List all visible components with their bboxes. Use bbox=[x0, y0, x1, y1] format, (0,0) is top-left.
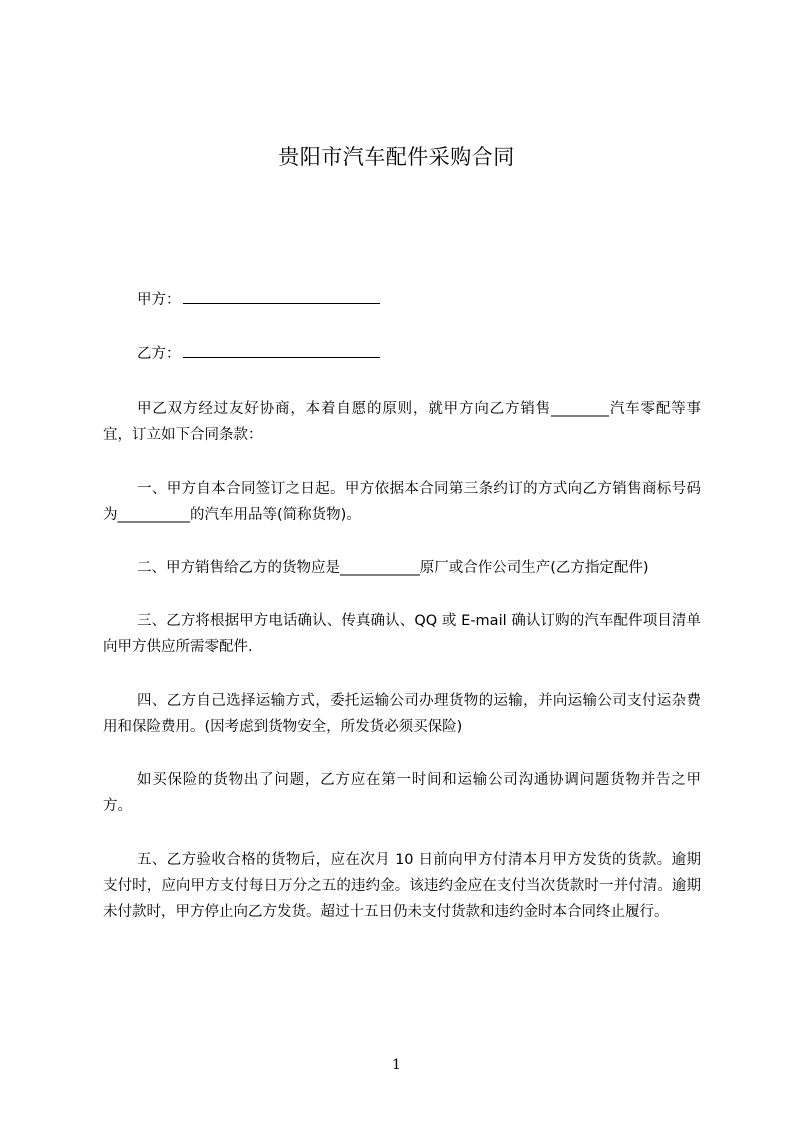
clause-2: 二、甲方销售给乙方的货物应是___________原厂或合作公司生产(乙方指定配件) bbox=[137, 560, 649, 576]
party-a-label: 甲方： bbox=[137, 292, 181, 308]
party-b-blank bbox=[183, 343, 380, 358]
clause-4-note: 如买保险的货物出了问题，乙方应在第一时间和运输公司沟通协调问题货物并告之甲方。 bbox=[103, 772, 701, 814]
party-b-label: 乙方： bbox=[137, 346, 181, 362]
party-b-line bbox=[103, 341, 701, 367]
party-a-blank bbox=[183, 289, 380, 304]
page-number: 1 bbox=[392, 1057, 401, 1073]
document-title: 贵阳市汽车配件采购合同 bbox=[278, 145, 515, 169]
clause-5: 五、乙方验收合格的货物后，应在次月 10 日前向甲方付清本月甲方发货的货款。逾期支付时，应向甲方支付每日万分之五的违约金。该违约金应在支付当次货款时一并付清。逾期未付款时，甲方停止向乙方发货。超过十五日仍未支付货款和违约金时本合同终止履行。 bbox=[103, 852, 701, 920]
party-a-line bbox=[103, 287, 701, 313]
clause-3: 三、乙方将根据甲方电话确认、传真确认、QQ 或 E-mail 确认订购的汽车配件项目清单向甲方供应所需零配件. bbox=[103, 613, 701, 655]
clause-1: 一、甲方自本合同签订之日起。甲方依据本合同第三条约订的方式向乙方销售商标号码为__________的汽车用品等(简称货物)。 bbox=[103, 481, 701, 523]
clause-4: 四、乙方自己选择运输方式，委托运输公司办理货物的运输，并向运输公司支付运杂费用和保险费用。(因考虑到货物安全，所发货必须买保险) bbox=[103, 693, 701, 735]
intro-paragraph: 甲乙双方经过友好协商，本着自愿的原则，就甲方向乙方销售________汽车零配等事宜，订立如下合同条款： bbox=[103, 401, 701, 443]
